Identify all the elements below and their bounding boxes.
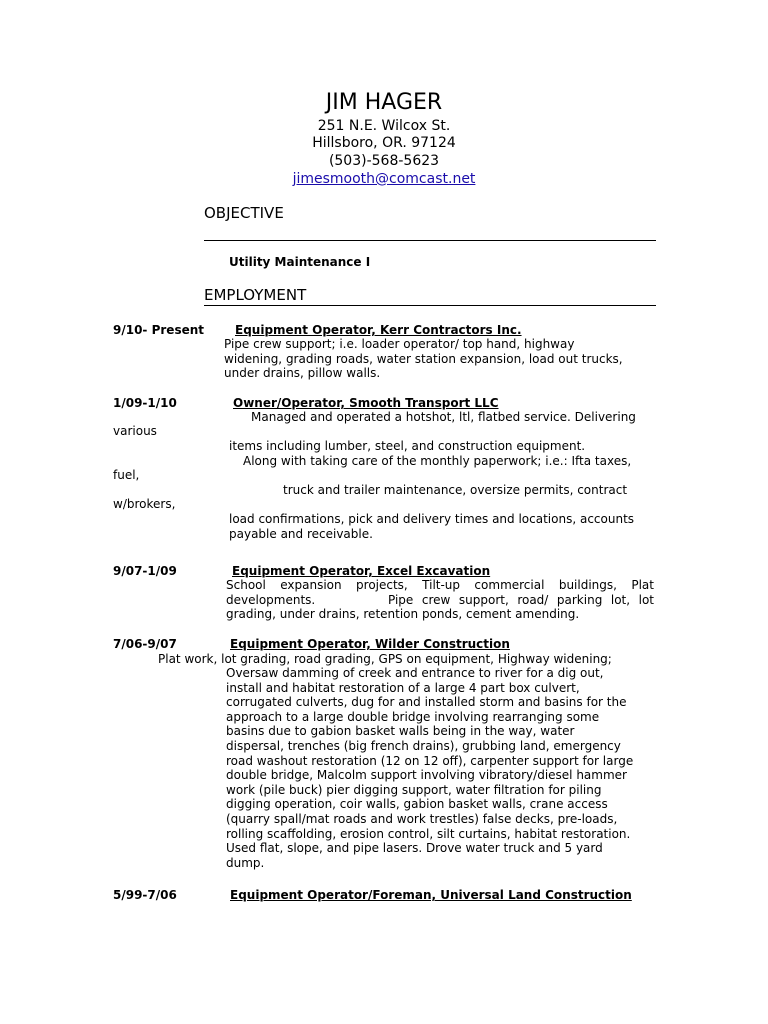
objective-heading: OBJECTIVE bbox=[204, 204, 284, 222]
job-title: Equipment Operator, Excel Excavation bbox=[232, 564, 491, 578]
job-description-line: School expansion projects, Tilt-up commercial buildings, Plat bbox=[226, 578, 654, 592]
job-description-line: double bridge, Malcolm support involving vibratory/diesel hammer bbox=[226, 768, 627, 783]
email-link[interactable]: jimesmooth@comcast.net bbox=[292, 171, 476, 187]
job-description bbox=[226, 666, 656, 870]
job-title: Equipment Operator, Kerr Contractors Inc. bbox=[235, 323, 522, 337]
job-dates: 9/07-1/09 bbox=[113, 564, 177, 578]
job-description-line: under drains, pillow walls. bbox=[224, 366, 381, 381]
job-description-line: developments. bbox=[226, 593, 316, 607]
job-description-line: basins due to gabion basket walls being in the way, water bbox=[226, 724, 575, 739]
job-title: Owner/Operator, Smooth Transport LLC bbox=[233, 396, 499, 410]
job-description-line: (quarry spall/mat roads and work trestles) false decks, pre-loads, bbox=[226, 811, 618, 826]
job-description-line: dispersal, trenches (big french drains), grubbing land, emergency bbox=[226, 738, 621, 753]
job-description-line: corrugated culverts, dug for and installed storm and basins for the bbox=[226, 695, 627, 710]
job-description-line: load confirmations, pick and delivery times and locations, accounts bbox=[229, 512, 635, 526]
job-dates: 9/10- Present bbox=[113, 323, 205, 337]
job-description-line: Plat work, lot grading, road grading, GPS on equipment, Highway widening; bbox=[158, 652, 612, 666]
job-dates: 5/99-7/06 bbox=[113, 888, 177, 902]
job-description-line: Oversaw damming of creek and entrance to river for a dig out, bbox=[226, 666, 604, 680]
job-dates: 7/06-9/07 bbox=[113, 637, 177, 651]
job-description-line: work (pile buck) pier digging support, water filtration for piling bbox=[226, 782, 602, 797]
address-line-1: 251 N.E. Wilcox St. bbox=[317, 118, 451, 134]
job-title: Equipment Operator, Wilder Construction bbox=[230, 637, 510, 651]
job-description-line: road washout restoration (12 on 12 off), carpenter support for large bbox=[226, 753, 634, 768]
job-description-line: items including lumber, steel, and construction equipment. bbox=[229, 439, 586, 453]
job-description-line: widening, grading roads, water station expansion, load out trucks, bbox=[224, 351, 623, 366]
job-dates: 1/09-1/10 bbox=[113, 396, 177, 410]
job-description-line: Along with taking care of the monthly paperwork; i.e.: Ifta taxes, bbox=[243, 454, 632, 468]
objective-divider bbox=[204, 240, 656, 241]
job-title: Equipment Operator/Foreman, Universal Land Construction bbox=[230, 888, 632, 902]
job-description-line: install and habitat restoration of a large 4 part box culvert, bbox=[226, 680, 580, 695]
job-description-line: grading, under drains, retention ponds, cement amending. bbox=[226, 607, 580, 621]
phone-number: (503)-568-5623 bbox=[328, 153, 440, 169]
job-description-line: Pipe crew support, road/ parking lot, lot bbox=[388, 593, 654, 607]
employment-heading: EMPLOYMENT bbox=[204, 286, 307, 304]
job-description-line: dump. bbox=[226, 855, 265, 870]
job-description-line: payable and receivable. bbox=[229, 527, 373, 541]
job-description-line: Pipe crew support; i.e. loader operator/ top hand, highway bbox=[224, 337, 575, 351]
job-description-line: rolling scaffolding, erosion control, silt curtains, habitat restoration. bbox=[226, 826, 631, 841]
job-description-line: approach to a large double bridge involving rearranging some bbox=[226, 709, 600, 724]
job-description-line: truck and trailer maintenance, oversize permits, contract bbox=[283, 483, 628, 497]
address-line-2: Hillsboro, OR. 97124 bbox=[312, 135, 456, 151]
job-description-line: various bbox=[113, 424, 157, 438]
job-description-line: Used flat, slope, and pipe lasers. Drove water truck and 5 yard bbox=[226, 841, 603, 856]
job-description-line: Managed and operated a hotshot, ltl, flatbed service. Delivering bbox=[251, 410, 636, 424]
employment-divider bbox=[204, 305, 656, 306]
job-description-line: digging operation, coir walls, gabion basket walls, crane access bbox=[226, 797, 608, 812]
job-description-line: fuel, bbox=[113, 468, 140, 482]
job-description-line: w/brokers, bbox=[113, 497, 176, 511]
resume-name: JIM HAGER bbox=[325, 90, 443, 115]
job-description bbox=[224, 337, 654, 381]
objective-role: Utility Maintenance I bbox=[229, 255, 371, 269]
